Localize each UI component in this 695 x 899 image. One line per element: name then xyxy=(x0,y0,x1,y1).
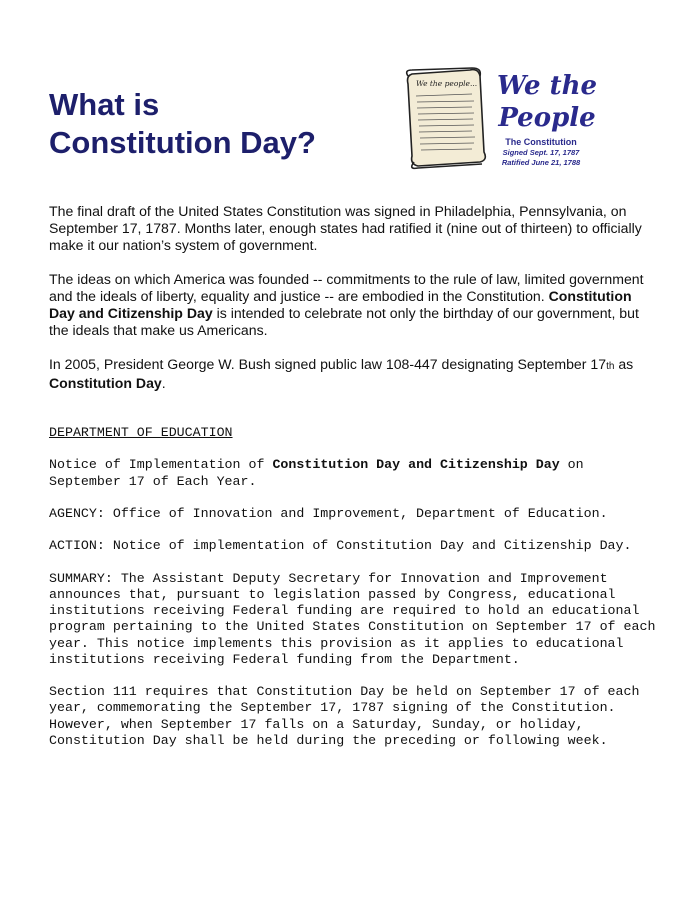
scroll-illustration xyxy=(402,66,490,170)
impl-bold: Constitution Day and Citizenship Day xyxy=(272,457,560,473)
intro-p3-end: . xyxy=(161,375,166,391)
title-line-1: What is xyxy=(49,87,160,122)
caption-title: The Constitution xyxy=(505,137,577,147)
notice-section-111: Section 111 requires that Constitution Day be held on September 17 of each year, commemorating the September 17, 1787 signing of the Constitution. However, when September 17 falls on a Saturday, Sunday, or holiday, Constitution Day shall be held during the preceding or following week. xyxy=(49,684,640,748)
logo-caption xyxy=(489,137,593,168)
intro-paragraph-2 xyxy=(49,271,654,339)
intro-p2-bold: Constitution Day and Citizenship Day xyxy=(49,288,632,321)
intro-p2-tail: is intended to celebrate not only the birthday of our government, but the ideals that make us Americans. xyxy=(49,305,639,338)
title-line-2: Constitution Day? xyxy=(49,125,316,160)
intro-p2-text: The ideas on which America was founded -- commitments to the rule of law, limited government and the ideals of liberty, equality and justice -- are embodied in the Constitution. xyxy=(49,271,644,304)
intro-p3-bold: Constitution Day xyxy=(49,375,162,391)
intro-p3-mid: as xyxy=(614,356,634,372)
notice-implementation xyxy=(49,457,659,489)
page-title xyxy=(49,86,389,162)
impl-tail: on September 17 of Each Year. xyxy=(49,457,584,489)
logo-line-1: We the xyxy=(497,71,597,101)
we-the-people-logo xyxy=(497,66,597,136)
impl-text: Notice of Implementation of xyxy=(49,457,273,473)
department-heading: DEPARTMENT OF EDUCATION xyxy=(49,425,233,440)
logo-line-2: People xyxy=(498,103,596,133)
intro-section xyxy=(49,203,654,409)
notice-summary: SUMMARY: The Assistant Deputy Secretary for Innovation and Improvement announces that, pursuant to legislation passed by Congress, educational institutions receiving Federal funding are required to hold an educational program pertaining to the United States Constitution on September 17 of each year. This notice implements this provision as it applies to educational institutions receiving Federal funding from the Department. xyxy=(49,570,656,667)
intro-p3-text: In 2005, President George W. Bush signed public law 108-447 designating September 17 xyxy=(49,356,607,372)
intro-paragraph-3 xyxy=(49,356,654,392)
scroll-heading: We the people... xyxy=(416,79,478,88)
notice-action: ACTION: Notice of implementation of Constitution Day and Citizenship Day. xyxy=(49,538,632,554)
caption-ratified: Ratified June 21, 1788 xyxy=(501,158,581,167)
intro-paragraph-1: The final draft of the United States Constitution was signed in Philadelphia, Pennsylvania, on September 17, 1787. Months later, enough states had ratified it (nine out of thirteen) to officially make it our nation’s system of government. xyxy=(49,203,642,253)
notice-section xyxy=(49,425,659,765)
notice-agency: AGENCY: Office of Innovation and Improvement, Department of Education. xyxy=(49,505,608,521)
caption-signed: Signed Sept. 17, 1787 xyxy=(502,148,580,157)
intro-p3-sup: th xyxy=(606,361,615,372)
